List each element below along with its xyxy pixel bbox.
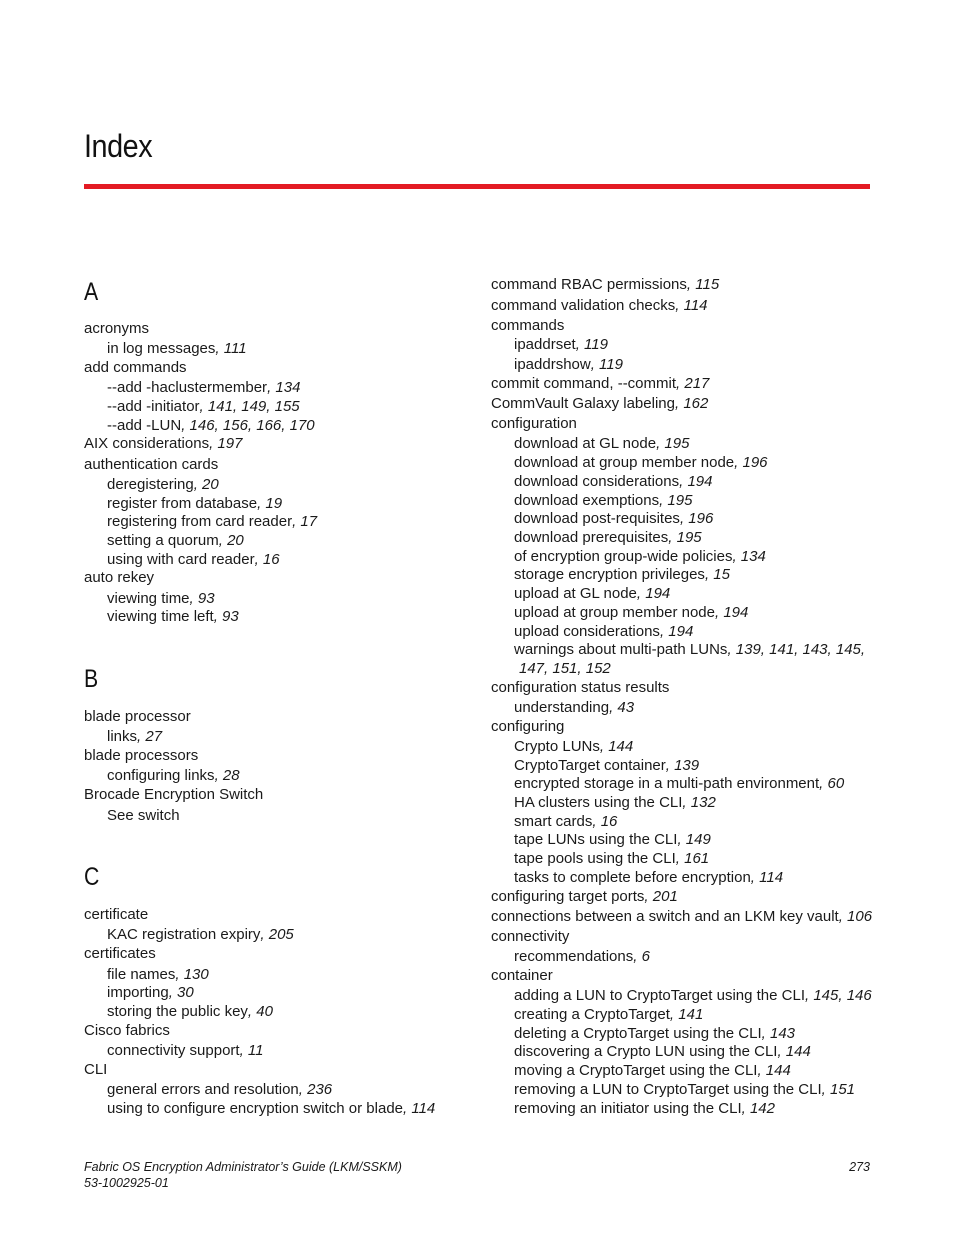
entry-term: Cisco fabrics xyxy=(84,1022,170,1039)
entry-term: blade processor xyxy=(84,708,191,725)
index-entry xyxy=(491,395,708,413)
index-entry xyxy=(84,320,149,338)
entry-term: AIX considerations xyxy=(84,435,210,452)
index-subentry xyxy=(107,476,219,494)
entry-pages[interactable]: , 197 xyxy=(209,435,243,452)
entry-term: download prerequisites xyxy=(514,529,669,546)
entry-term: --add -haclustermember xyxy=(107,379,268,396)
entry-pages[interactable]: , 194 xyxy=(636,585,671,602)
section-letter: C xyxy=(84,863,100,891)
entry-term: certificate xyxy=(84,906,149,923)
entry-term: viewing time left xyxy=(107,608,214,625)
entry-pages[interactable]: , 195 xyxy=(668,529,702,546)
footer-doc-title: Fabric OS Encryption Administrator’s Guide (LKM/SSKM) xyxy=(84,1160,402,1174)
index-subentry xyxy=(107,495,282,513)
index-entry xyxy=(84,569,154,587)
entry-term: creating a CryptoTarget xyxy=(514,1006,670,1023)
entry-term: configuration status results xyxy=(491,679,670,696)
index-subentry xyxy=(514,529,702,547)
entry-pages[interactable]: , 19 xyxy=(257,495,283,512)
index-subentry xyxy=(514,1062,791,1080)
entry-pages[interactable]: , 144 xyxy=(599,738,634,755)
index-subentry xyxy=(514,813,617,831)
entry-pages[interactable]: , 139, 141, 143, 145, xyxy=(727,641,866,658)
entry-term: command RBAC permissions xyxy=(491,276,687,293)
entry-term: download post-requisites xyxy=(514,510,680,527)
entry-term: understanding xyxy=(514,699,610,716)
index-entry xyxy=(491,928,569,946)
entry-term: tape LUNs using the CLI xyxy=(514,831,678,848)
index-subentry xyxy=(514,641,865,659)
entry-pages[interactable]: 147, 151, 152 xyxy=(519,660,611,677)
entry-pages[interactable]: , 132 xyxy=(682,794,716,811)
entry-term: Brocade Encryption Switch xyxy=(84,786,264,803)
index-entry xyxy=(84,456,218,474)
index-subentry xyxy=(107,1100,435,1118)
entry-pages[interactable]: , 93 xyxy=(189,590,215,607)
entry-pages[interactable]: , 141 xyxy=(669,1006,704,1023)
index-subentry xyxy=(514,850,709,868)
entry-pages[interactable]: , 106 xyxy=(838,908,873,925)
entry-term: discovering a Crypto LUN using the CLI xyxy=(514,1043,778,1060)
entry-pages[interactable]: , 28 xyxy=(214,767,240,784)
entry-pages[interactable]: , 194 xyxy=(659,623,694,640)
title-rule xyxy=(84,184,870,189)
entry-pages[interactable]: , 217 xyxy=(676,375,710,392)
index-subentry xyxy=(514,623,693,641)
entry-pages[interactable]: , 236 xyxy=(298,1081,333,1098)
index-subentry xyxy=(107,767,240,785)
entry-term: acronyms xyxy=(84,320,150,337)
entry-term: deregistering xyxy=(107,476,194,493)
entry-pages[interactable]: , 27 xyxy=(137,728,163,745)
index-entry xyxy=(84,1022,170,1040)
entry-pages[interactable]: , 20 xyxy=(193,476,219,493)
entry-pages[interactable]: , 151 xyxy=(821,1081,856,1098)
entry-term: authentication cards xyxy=(84,456,219,473)
index-subentry xyxy=(514,473,713,491)
entry-pages[interactable]: , 146, 156, 166, 170 xyxy=(181,417,315,434)
index-entry xyxy=(491,967,553,985)
entry-pages[interactable]: , 111 xyxy=(215,340,247,357)
index-subentry xyxy=(107,966,209,984)
entry-pages[interactable]: , 134 xyxy=(732,548,766,565)
index-subentry xyxy=(514,1081,855,1099)
entry-pages[interactable]: , 134 xyxy=(267,379,301,396)
entry-pages[interactable]: , 141, 149, 155 xyxy=(199,398,300,415)
entry-term: container xyxy=(491,967,553,984)
entry-term: auto rekey xyxy=(84,569,155,586)
index-entry xyxy=(491,679,669,697)
entry-pages[interactable]: , 115 xyxy=(686,276,720,293)
entry-pages[interactable]: , 139 xyxy=(665,757,700,774)
index-entry xyxy=(84,435,242,453)
index-subentry xyxy=(514,1025,795,1043)
entry-pages[interactable]: , 144 xyxy=(777,1043,811,1060)
index-subentry xyxy=(107,590,215,608)
entry-term: encrypted storage in a multi-path environment xyxy=(514,775,820,792)
index-subentry xyxy=(519,660,611,678)
entry-term: adding a LUN to CryptoTarget using the CLI xyxy=(514,987,805,1004)
index-entry xyxy=(84,1061,107,1079)
entry-pages[interactable]: , 60 xyxy=(819,775,845,792)
entry-term: download considerations xyxy=(514,473,680,490)
entry-term: HA clusters using the CLI xyxy=(514,794,683,811)
index-subentry xyxy=(107,807,180,825)
entry-pages[interactable]: , 17 xyxy=(292,513,318,530)
entry-pages[interactable]: , 114 xyxy=(403,1100,436,1117)
index-subentry xyxy=(107,417,315,435)
entry-term: connectivity support xyxy=(107,1042,240,1059)
entry-term: configuring links xyxy=(107,767,215,784)
index-subentry xyxy=(514,775,844,793)
index-subentry xyxy=(514,831,711,849)
entry-term: ipaddrshow xyxy=(514,356,591,373)
index-subentry xyxy=(107,984,194,1002)
index-subentry xyxy=(514,454,768,472)
entry-term: blade processors xyxy=(84,747,199,764)
index-subentry xyxy=(514,510,713,528)
entry-term: download at GL node xyxy=(514,435,657,452)
index-subentry xyxy=(514,1043,811,1061)
index-entry xyxy=(491,375,709,393)
entry-term: command validation checks xyxy=(491,297,676,314)
entry-pages[interactable]: , 114 xyxy=(675,297,708,314)
entry-pages[interactable]: , 196 xyxy=(734,454,768,471)
section-letter: A xyxy=(84,278,99,306)
index-entry xyxy=(491,276,719,294)
entry-pages[interactable]: , 119 xyxy=(575,336,608,353)
index-subentry xyxy=(514,869,783,887)
entry-pages[interactable]: , 201 xyxy=(644,888,678,905)
entry-term: connectivity xyxy=(491,928,570,945)
entry-term: deleting a CryptoTarget using the CLI xyxy=(514,1025,762,1042)
entry-term: Crypto LUNs xyxy=(514,738,600,755)
entry-term: KAC registration expiry xyxy=(107,926,261,943)
index-subentry xyxy=(514,336,608,354)
entry-term: storing the public key xyxy=(107,1003,248,1020)
index-subentry xyxy=(514,794,716,812)
entry-pages[interactable]: , 142 xyxy=(741,1100,775,1117)
index-subentry xyxy=(107,340,247,358)
entry-term: configuring xyxy=(491,718,565,735)
entry-term: configuring target ports xyxy=(491,888,645,905)
index-subentry xyxy=(514,948,650,966)
index-entry xyxy=(491,415,577,433)
entry-term: using with card reader xyxy=(107,551,255,568)
entry-term: importing xyxy=(107,984,169,1001)
entry-term: in log messages xyxy=(107,340,216,357)
entry-term: certificates xyxy=(84,945,156,962)
index-entry xyxy=(84,786,263,804)
index-subentry xyxy=(514,356,623,374)
entry-pages[interactable]: , 114 xyxy=(750,869,784,886)
index-subentry xyxy=(514,757,699,775)
index-subentry xyxy=(107,608,239,626)
entry-pages[interactable]: , 6 xyxy=(633,948,650,965)
index-entry xyxy=(84,906,148,924)
entry-pages[interactable]: , 43 xyxy=(609,699,635,716)
index-entry xyxy=(491,317,564,335)
entry-pages[interactable]: , 205 xyxy=(260,926,294,943)
entry-term: CLI xyxy=(84,1061,108,1078)
entry-term: removing a LUN to CryptoTarget using the CLI xyxy=(514,1081,822,1098)
index-subentry xyxy=(107,532,244,550)
index-entry xyxy=(84,359,187,377)
footer-doc-number: 53-1002925-01 xyxy=(84,1176,169,1190)
footer-page-number: 273 xyxy=(849,1160,870,1174)
entry-pages[interactable]: , 16 xyxy=(592,813,618,830)
entry-term: moving a CryptoTarget using the CLI xyxy=(514,1062,758,1079)
entry-pages[interactable]: , 162 xyxy=(674,395,709,412)
index-entry xyxy=(491,888,678,906)
index-subentry xyxy=(107,728,162,746)
entry-term: removing an initiator using the CLI xyxy=(514,1100,742,1117)
index-subentry xyxy=(514,566,730,584)
index-subentry xyxy=(514,585,670,603)
entry-term: commands xyxy=(491,317,565,334)
index-subentry xyxy=(514,548,766,566)
section-letter: B xyxy=(84,665,99,693)
entry-term: upload considerations xyxy=(514,623,660,640)
entry-pages[interactable]: , 161 xyxy=(675,850,710,867)
index-entry xyxy=(491,297,708,315)
index-subentry xyxy=(107,1042,263,1060)
index-subentry xyxy=(514,604,748,622)
entry-pages[interactable]: , 143 xyxy=(761,1025,796,1042)
entry-pages[interactable]: , 30 xyxy=(168,984,194,1001)
entry-term: download at group member node xyxy=(514,454,735,471)
entry-pages[interactable]: , 119 xyxy=(590,356,623,373)
entry-pages[interactable]: , 40 xyxy=(247,1003,273,1020)
entry-term: tasks to complete before encryption xyxy=(514,869,751,886)
entry-pages[interactable]: , 196 xyxy=(679,510,714,527)
index-subentry xyxy=(107,551,280,569)
entry-term: upload at GL node xyxy=(514,585,637,602)
entry-term: register from database xyxy=(107,495,258,512)
entry-pages[interactable]: , 194 xyxy=(714,604,749,621)
index-entry xyxy=(84,708,191,726)
index-subentry xyxy=(107,513,317,531)
entry-term: connections between a switch and an LKM key vault xyxy=(491,908,839,925)
entry-term: add commands xyxy=(84,359,187,376)
entry-pages[interactable]: , 149 xyxy=(677,831,711,848)
entry-term: ipaddrset xyxy=(514,336,576,353)
entry-term: download exemptions xyxy=(514,492,660,509)
entry-term: general errors and resolution xyxy=(107,1081,299,1098)
index-subentry xyxy=(107,1003,273,1021)
index-subentry xyxy=(514,1006,703,1024)
entry-pages[interactable]: , 16 xyxy=(254,551,280,568)
entry-term: See switch xyxy=(107,807,180,824)
entry-pages[interactable]: , 15 xyxy=(704,566,730,583)
entry-term: CryptoTarget container xyxy=(514,757,666,774)
entry-term: warnings about multi-path LUNs xyxy=(514,641,728,658)
entry-term: --add -LUN xyxy=(107,417,182,434)
entry-term: of encryption group-wide policies xyxy=(514,548,733,565)
index-subentry xyxy=(514,1100,775,1118)
entry-pages[interactable]: , 195 xyxy=(656,435,690,452)
entry-term: upload at group member node xyxy=(514,604,715,621)
entry-term: using to configure encryption switch or blade xyxy=(107,1100,404,1117)
index-subentry xyxy=(107,379,300,397)
entry-pages[interactable]: , 194 xyxy=(679,473,713,490)
entry-term: commit command, --commit xyxy=(491,375,677,392)
entry-term: links xyxy=(107,728,138,745)
entry-term: registering from card reader xyxy=(107,513,293,530)
index-subentry xyxy=(107,398,300,416)
index-entry xyxy=(84,747,198,765)
index-subentry xyxy=(514,492,692,510)
page-title: Index xyxy=(84,128,153,164)
entry-term: configuration xyxy=(491,415,577,432)
entry-term: --add -initiator xyxy=(107,398,200,415)
index-subentry xyxy=(514,987,872,1005)
entry-pages[interactable]: , 144 xyxy=(757,1062,791,1079)
index-entry xyxy=(491,908,872,926)
entry-term: tape pools using the CLI xyxy=(514,850,676,867)
entry-term: smart cards xyxy=(514,813,593,830)
entry-term: recommendations xyxy=(514,948,634,965)
entry-pages[interactable]: , 93 xyxy=(213,608,239,625)
index-subentry xyxy=(514,435,689,453)
entry-pages[interactable]: , 20 xyxy=(218,532,244,549)
index-subentry xyxy=(514,699,634,717)
entry-term: CommVault Galaxy labeling xyxy=(491,395,675,412)
entry-term: storage encryption privileges xyxy=(514,566,705,583)
entry-pages[interactable]: , 11 xyxy=(239,1042,264,1059)
index-subentry xyxy=(514,738,633,756)
index-entry xyxy=(491,718,564,736)
index-subentry xyxy=(107,1081,332,1099)
entry-term: file names xyxy=(107,966,176,983)
index-entry xyxy=(84,945,156,963)
index-subentry xyxy=(107,926,294,944)
entry-pages[interactable]: , 130 xyxy=(175,966,209,983)
entry-term: setting a quorum xyxy=(107,532,219,549)
entry-pages[interactable]: , 195 xyxy=(659,492,693,509)
entry-pages[interactable]: , 145, 146 xyxy=(805,987,872,1004)
entry-term: viewing time xyxy=(107,590,190,607)
